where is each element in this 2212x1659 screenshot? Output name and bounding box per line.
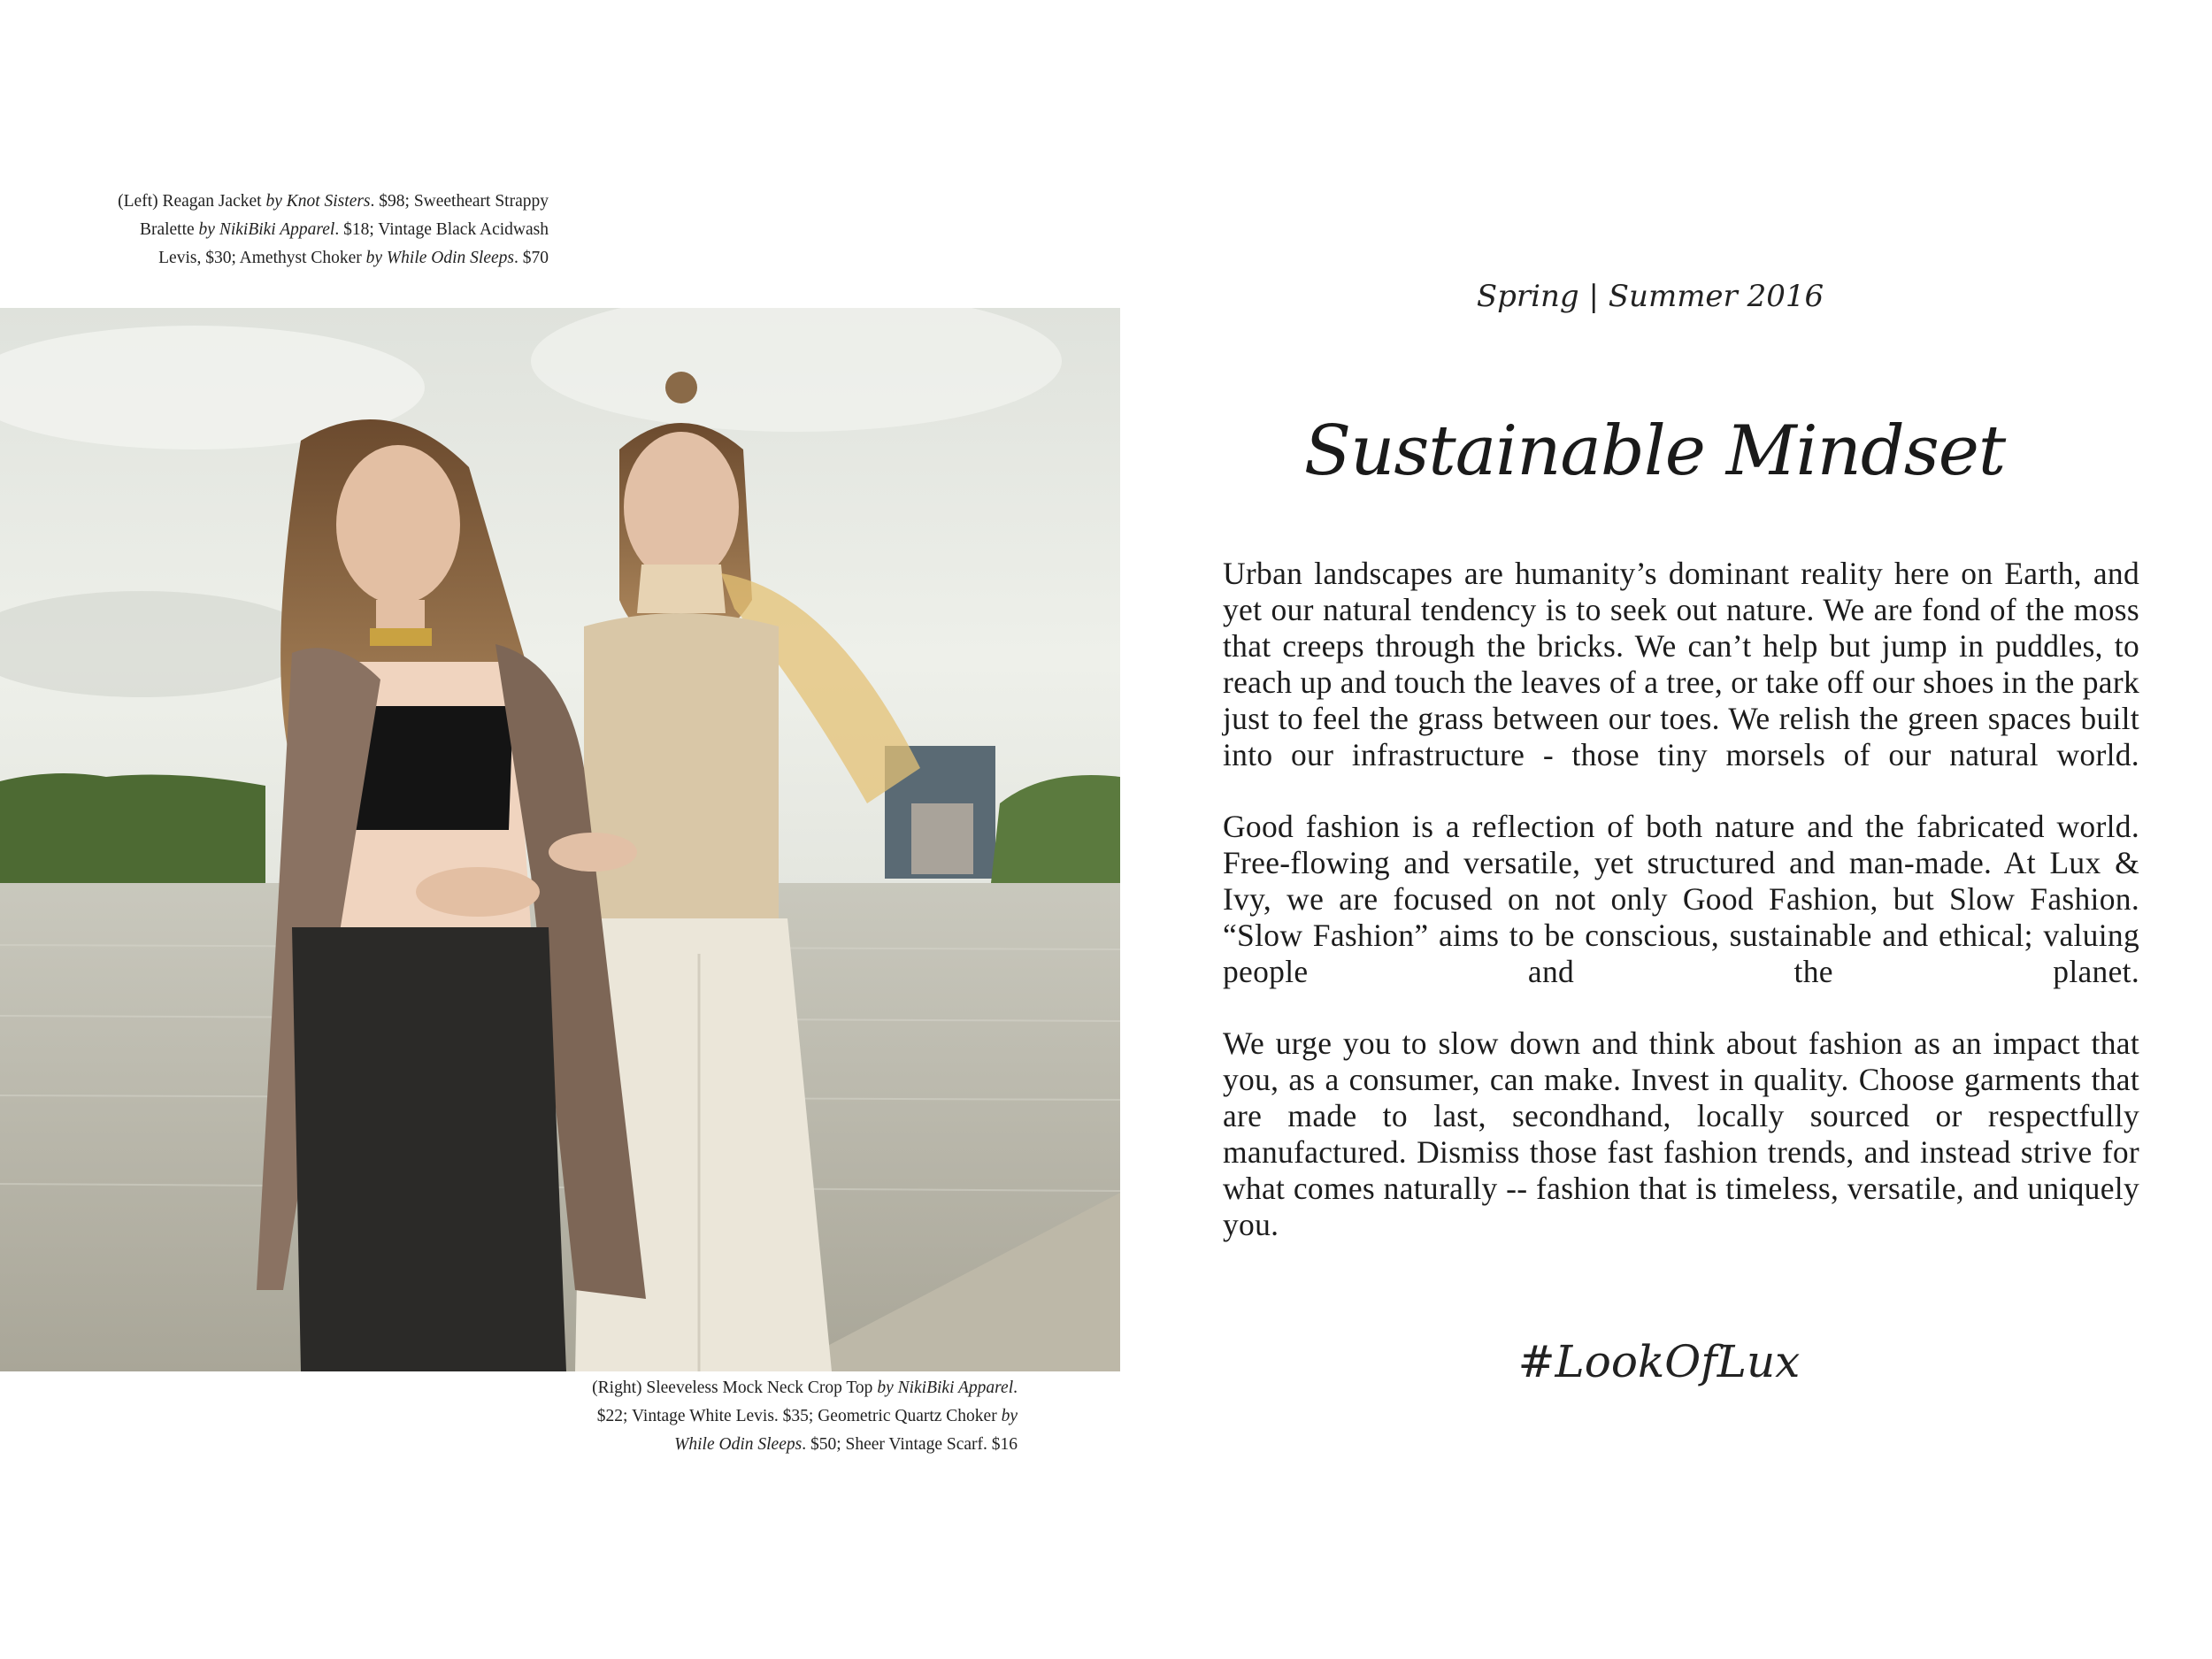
body-paragraph-2: Good fashion is a reflection of both nature and the fabricated world. Free-flowing and versatile, yet structured and man-made. At Lux & Ivy, we are focused on not only Good Fashion, but Slow Fashion. “Slow Fashion” aims to be conscious, sustainable and ethical; valuing people and the planet.	[1223, 809, 2139, 989]
article-title: Sustainable Mindset	[1303, 411, 2006, 491]
photo-illustration	[0, 308, 1120, 1371]
season-label: Spring | Summer 2016	[1476, 279, 1824, 314]
caption-left: (Left) Reagan Jacket by Knot Sisters. $98; Sweetheart Strappy Bralette by NikiBiki Apparel. $18; Vintage Black Acidwash Levis, $30; Amethyst Choker by While Odin Sleeps. $70	[118, 192, 549, 267]
fashion-photo	[0, 308, 1120, 1371]
article-body	[1223, 556, 2139, 1279]
hashtag: #LookOfLux	[1517, 1336, 1801, 1387]
body-paragraph-3: We urge you to slow down and think about fashion as an impact that you, as a consumer, can make. Invest in quality. Choose garments that are made to last, secondhand, locally sourced or respectfully manufactured. Dismiss those fast fashion trends, and instead strive for what comes naturally -- fashion that is timeless, versatile, and uniquely you.	[1223, 1025, 2139, 1242]
body-paragraph-1: Urban landscapes are humanity’s dominant reality here on Earth, and yet our natural tendency is to seek out nature. We are fond of the moss that creeps through the bricks. We can’t help but jump in puddles, to reach up and touch the leaves of a tree, or take off our shoes in the park just to feel the grass between our toes. We relish the green spaces built into our infrastructure - those tiny morsels of our natural world.	[1223, 556, 2139, 772]
caption-right: (Right) Sleeveless Mock Neck Crop Top by NikiBiki Apparel. $22; Vintage White Levis. $35; Geometric Quartz Choker by While Odin Sleeps. $50; Sheer Vintage Scarf. $16	[592, 1379, 1018, 1454]
trees-left	[0, 773, 265, 892]
